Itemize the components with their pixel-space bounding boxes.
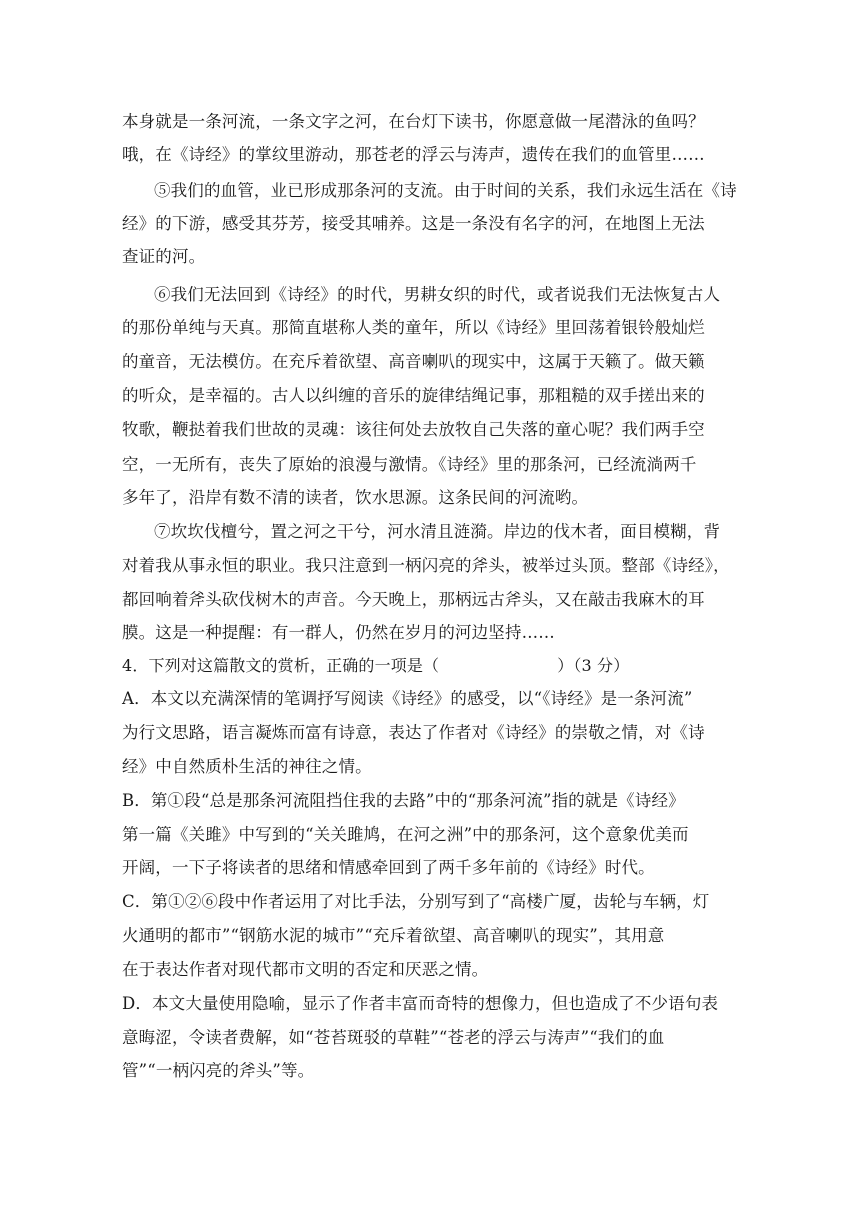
passage-line: 牧歌，鞭挞着我们世故的灵魂：该往何处去放牧自己失落的童心呢？我们两手空 (122, 420, 705, 439)
passage-line: 对着我从事永恒的职业。我只注意到一柄闪亮的斧头，被举过头顶。整部《诗经》， (122, 556, 730, 575)
passage-line: 的童音，无法模仿。在充斥着欲望、高音喇叭的现实中，这属于天籁了。做天籁 (122, 352, 705, 371)
passage-line: 空，一无所有，丧失了原始的浪漫与激情。《诗经》里的那条河，已经流淌两千 (122, 455, 697, 474)
passage-line: 多年了，沿岸有数不清的读者，饮水思源。这条民间的河流哟。 (122, 488, 589, 507)
question-stem (122, 656, 742, 676)
option-d-line: 意晦涩，令读者费解，如“苍苔斑驳的草鞋”“苍老的浮云与涛声”“我们的血 (122, 1028, 665, 1047)
option-a-line: A．本文以充满深情的笔调抒写阅读《诗经》的感受，以“《诗经》是一条河流” (122, 689, 693, 708)
passage-line: ⑤我们的血管，业已形成那条河的支流。由于时间的关系，我们永远生活在《诗 (154, 181, 737, 200)
option-d-line: D．本文大量使用隐喻，显示了作者丰富而奇特的想像力，但也造成了不少语句表 (122, 994, 719, 1013)
question-stem-text: 4．下列对这篇散文的赏析，正确的一项是（ (122, 656, 440, 675)
option-c-line: 在于表达作者对现代都市文明的否定和厌恶之情。 (122, 960, 489, 979)
passage-line: 的听众，是幸福的。古人以纠缠的音乐的旋律结绳记事，那粗糙的双手搓出来的 (122, 386, 705, 405)
passage-line: 哦，在《诗经》的掌纹里游动，那苍老的浮云与涛声，遗传在我们的血管里…… (122, 145, 705, 164)
passage-line: 的那份单纯与天真。那简直堪称人类的童年，所以《诗经》里回荡着银铃般灿烂 (122, 318, 705, 337)
passage-line: 膜。这是一种提醒：有一群人，仍然在岁月的河边坚持…… (122, 623, 555, 642)
option-a-line: 经》中自然质朴生活的神往之情。 (122, 757, 372, 776)
passage-line: ⑥我们无法回到《诗经》的时代，男耕女织的时代，或者说我们无法恢复古人 (154, 285, 721, 304)
passage-line: ⑦坎坎伐檀兮，置之河之干兮，河水清且涟漪。岸边的伐木者，面目模糊，背 (154, 522, 721, 541)
passage-line: 都回响着斧头砍伐树木的声音。今天晚上，那柄远古斧头，又在敲击我麻木的耳 (122, 590, 705, 609)
option-b-line: B．第①段“总是那条河流阻挡住我的去路”中的“那条河流”指的就是《诗经》 (122, 791, 685, 810)
passage-line: 本身就是一条河流，一条文字之河，在台灯下读书，你愿意做一尾潜泳的鱼吗？ (122, 112, 705, 131)
option-a-line: 为行文思路，语言凝炼而富有诗意，表达了作者对《诗经》的崇敬之情，对《诗 (122, 723, 705, 742)
passage-line: 查证的河。 (122, 247, 206, 266)
option-b-line: 第一篇《关雎》中写到的“关关雎鸠，在河之洲”中的那条河，这个意象优美而 (122, 825, 689, 844)
option-b-line: 开阔，一下子将读者的思绪和情感牵回到了两千多年前的《诗经》时代。 (122, 858, 655, 877)
option-c-line: C．第①②⑥段中作者运用了对比手法，分别写到了“高楼广厦，齿轮与车辆，灯 (122, 892, 710, 911)
option-c-line: 火通明的都市”“钢筋水泥的城市”“充斥着欲望、高音喇叭的现实”，其用意 (122, 926, 665, 945)
question-score: ）（3 分） (557, 656, 630, 675)
option-d-line: 管”“一柄闪亮的斧头”等。 (122, 1061, 315, 1080)
passage-line: 经》的下游，感受其芬芳，接受其哺养。这是一条没有名字的河，在地图上无法 (122, 214, 705, 233)
